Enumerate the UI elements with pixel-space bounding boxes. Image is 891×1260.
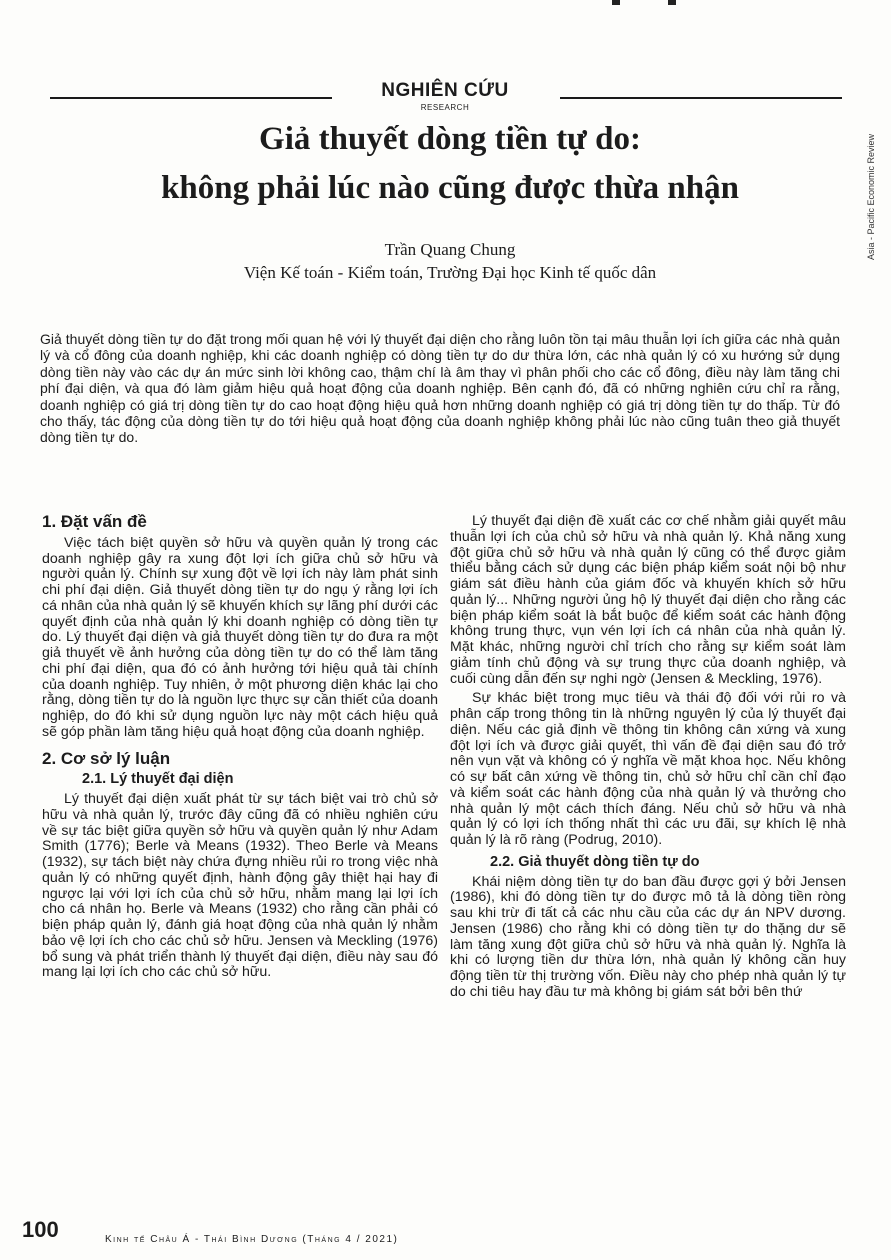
paragraph-agency-differences: Sự khác biệt trong mục tiêu và thái độ đối với rủi ro và phân cấp trong thông tin là những nguyên lý của lý thuyết đại diện. Nếu các giả định về thông tin không cân xứng và xung đột lợi ích và được giải quyết, thì vấn đề đại diện sau đó trở nên vụn vặt và không có ý nghĩa về mặt khoa học. Nếu không có sự bất cân xứng về thông tin, chủ sở hữu chỉ cần chỉ đạo và kiểm soát các hành động của nhà quản lý và thưởng cho nhà quản lý một cách thích đáng. Nếu chủ sở hữu và nhà quản lý có lợi ích thống nhất thì các ưu đãi, sự khích lệ nhà quản lý là rõ ràng (Podrug, 2010). — [450, 690, 846, 848]
heading-agency-theory: 2.1. Lý thuyết đại diện — [82, 771, 234, 788]
article-title-line1: Giả thuyết dòng tiền tự do: — [259, 121, 641, 157]
heading-free-cash-flow: 2.2. Giả thuyết dòng tiền tự do — [490, 853, 700, 870]
heading-theory: 2. Cơ sở lý luận — [42, 748, 171, 768]
side-journal-text: Asia - Pacific Economic Review — [866, 133, 876, 260]
right-column — [450, 514, 846, 1005]
paragraph-introduction: Việc tách biệt quyền sở hữu và quyền quản lý trong các doanh nghiệp gây ra xung đột lợi ích giữa chủ sở hữu và người quản lý. Chính sự xung đột về lợi ích này làm phát sinh chi phí đại diện. Giả thuyết dòng tiền tự do ngụ ý rằng lợi ích cá nhân của nhà quản lý sẽ khuyến khích sự lãng phí dưới các quyết định của nhà quản lý khi doanh nghiệp có dòng tiền tự do. Lý thuyết đại diện và giả thuyết dòng tiền tự do đưa ra một giả thuyết về ảnh hưởng của dòng tiền tự do có thể làm tăng chi phí đại diện, qua đó có ảnh hưởng tới hiệu quả tài chính của doanh nghiệp. Tuy nhiên, ở một phương diện khác lại cho rằng, dòng tiền tự do là nguồn lực thực sự cần thiết của doanh nghiệp, do đó khi sử dụng nguồn lực này một cách hiệu quả sẽ góp phần làm tăng hiệu quả hoạt động của doanh nghiệp. — [42, 534, 438, 740]
heading-introduction: 1. Đặt vấn đề — [42, 512, 147, 531]
paragraph-agency-mechanisms: Lý thuyết đại diện đề xuất các cơ chế nhằm giải quyết mâu thuẫn lợi ích của chủ sở hữu và nhà quản lý. Khả năng xung đột giữa chủ sở hữu và nhà quản lý cũng có thể được giảm thiểu bằng cách sử dụng các biện pháp kiểm soát nội bộ như giám sát điều hành của giám đốc và khuyến khích sở hữu quản lý... Những người ủng hộ lý thuyết đại diện cho rằng các biện pháp kiểm soát là bắt buộc để kiểm soát các hành động không trung thực, vụn vén lợi ích cá nhân của nhà quản lý. Mặt khác, những người chỉ trích cho rằng sự kiểm soát làm giảm tính chủ động và sự trung thực của doanh nghiệp, và cuối cùng dẫn đến sự nghi ngờ (Jensen & Meckling, 1976). — [450, 513, 846, 687]
paragraph-agency-theory: Lý thuyết đại diện xuất phát từ sự tách biệt vai trò chủ sở hữu và nhà quản lý, trước đây cũng đã có nhiều nghiên cứu về sự tác biệt giữa quyền sở hữu và quyền quản lý như Adam Smith (1776); Berle và Means (1932). Theo Berle và Means (1932), sự tách biệt này chứa đựng nhiều rủi ro trong việc nhà quản lý có những quyết định, hành động gây thiệt hại hay đi ngược lại với lợi ích của chủ sở hữu, nhằm mang lại lợi ích cho cá nhân họ. Berle và Means (1932) cho rằng cần phải có biện pháp quản lý, đánh giá hoạt động của nhà quản lý nhằm bảo vệ lợi ích cho các chủ sở hữu. Jensen và Meckling (1976) bổ sung và phát triển thành lý thuyết đại diện, điều này sau đó mang lại lợi ích cho các chủ sở hữu. — [42, 791, 438, 981]
author-name: Trần Quang Chung — [384, 240, 516, 259]
abstract: Giả thuyết dòng tiền tự do đặt trong mối quan hệ với lý thuyết đại diện cho rằng luôn tồn tại mâu thuẫn lợi ích giữa các nhà quản lý và cổ đông của doanh nghiệp, khi các doanh nghiệp có dòng tiền tự do dư thừa lớn, các nhà quản lý có xu hướng sử dụng dòng tiền này vào các dự án mức sinh lời không cao, thậm chí là âm thay vì phân phối cho các cổ đông, điều này làm tăng chi phí đại diện, và qua đó làm giảm hiệu quả hoạt động của doanh nghiệp. Bên cạnh đó, đã có những nghiên cứu chỉ ra rằng, doanh nghiệp có giá trị dòng tiền tự do cao hoạt động hiệu quả hơn những doanh nghiệp có giá trị dòng tiền tự do thấp. Từ đó cho thấy, tác động của dòng tiền tự do tới hiệu quả hoạt động của doanh nghiệp không phải lúc nào cũng tuân theo giả thuyết dòng tiền tự do. — [40, 331, 840, 446]
top-scan-marks — [0, 0, 891, 6]
left-column — [42, 514, 438, 985]
author-affiliation: Viện Kế toán - Kiểm toán, Trường Đại học Kinh tế quốc dân — [243, 263, 657, 282]
header-rule-left — [50, 97, 332, 99]
article-title-line2: không phải lúc nào cũng được thừa nhận — [161, 170, 739, 206]
section-sub-label: RESEARCH — [420, 103, 470, 112]
section-label: NGHIÊN CỨU — [381, 80, 509, 101]
paragraph-free-cash-flow: Khái niệm dòng tiền tự do ban đầu được gợi ý bởi Jensen (1986), khi đó dòng tiền tự do được mô tả là dòng tiền ròng sau khi trừ đi tất cả các nhu cầu của các dự án NPV dương. Jensen (1986) cho rằng khi có dòng tiền tự do thặng dư sẽ làm tăng xung đột giữa chủ sở hữu và nhà quản lý. Nghĩa là khi có lượng tiền dư thừa lớn, nhà quản lý không cần huy động tiền từ thị trường vốn. Điều này cho phép nhà quản lý tự do chi tiêu hay đầu tư mà không bị giám sát bởi bên thứ — [450, 873, 846, 1000]
page-number: 100 — [22, 1217, 59, 1242]
header-rule-right — [560, 97, 842, 99]
footer-journal: Kinh tế Châu Á - Thái Bình Dương (Tháng 4 / 2021) — [105, 1234, 399, 1245]
